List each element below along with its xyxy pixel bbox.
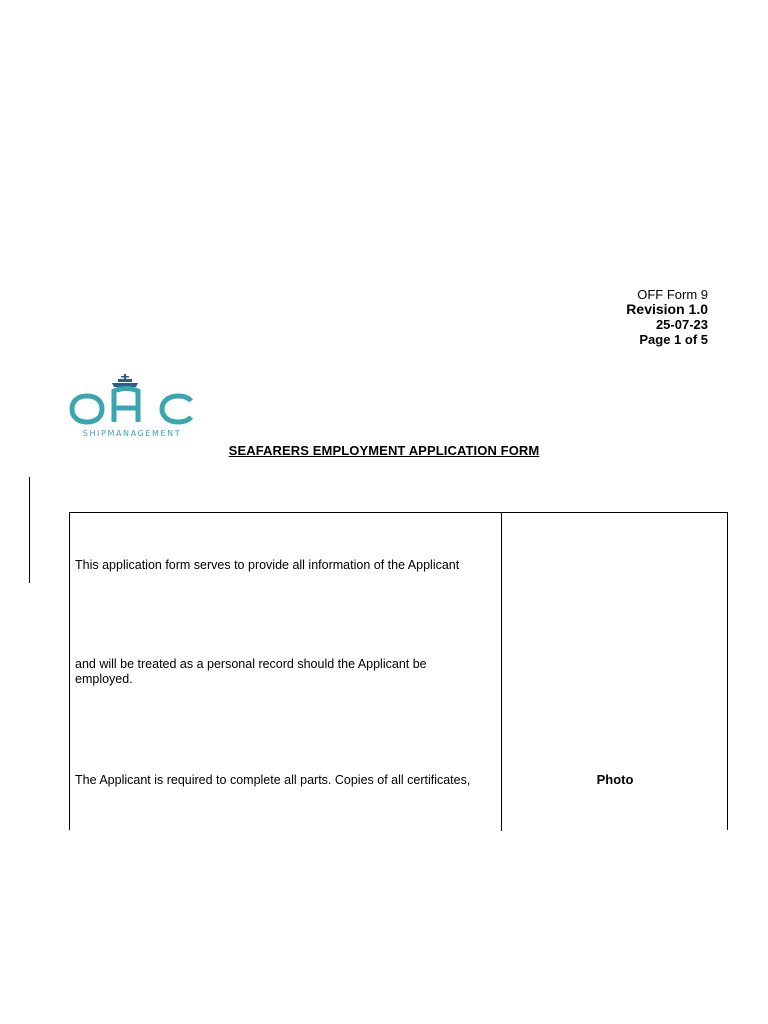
form-title: SEAFARERS EMPLOYMENT APPLICATION FORM xyxy=(228,443,540,458)
intro-paragraph-2: and will be treated as a personal record should the Applicant be employed. xyxy=(75,657,427,686)
page-number: Page 1 of 5 xyxy=(639,332,708,347)
application-form-table xyxy=(69,512,728,830)
photo-placeholder-label: Photo xyxy=(596,772,634,787)
margin-rule xyxy=(29,477,30,583)
intro-paragraph-1: This application form serves to provide all information of the Applicant xyxy=(75,558,460,572)
ohc-logo-icon xyxy=(68,372,196,440)
logo-subtext: SHIPMANAGEMENT xyxy=(82,429,182,438)
company-logo xyxy=(68,372,196,440)
document-header-meta xyxy=(626,287,708,347)
form-id: OFF Form 9 xyxy=(637,287,708,302)
revision-date: 25-07-23 xyxy=(655,317,708,332)
revision: Revision 1.0 xyxy=(626,301,708,317)
intro-paragraph-3: The Applicant is required to complete all parts. Copies of all certificates, xyxy=(75,773,471,787)
